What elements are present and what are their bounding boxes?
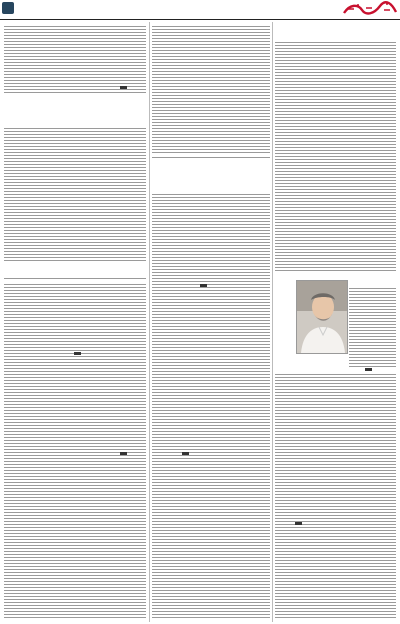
column-divider — [149, 22, 150, 622]
masthead-left — [2, 2, 17, 14]
story-marker — [200, 284, 207, 287]
article-text-block — [4, 282, 146, 618]
article-text-block — [152, 192, 270, 618]
column-divider — [272, 22, 273, 622]
article-text-block — [349, 286, 396, 368]
story-marker — [74, 352, 81, 355]
article-text-block — [4, 126, 146, 262]
article-text-block — [152, 24, 270, 154]
center-column — [152, 22, 270, 622]
masthead — [0, 0, 400, 20]
section-rule — [152, 157, 270, 158]
story-marker — [182, 452, 189, 455]
article-text-block — [275, 40, 396, 272]
article-text-block — [275, 372, 396, 618]
masthead-rule — [0, 19, 400, 20]
story-marker — [120, 452, 127, 455]
section-rule — [4, 278, 146, 279]
newspaper-logo-icon — [340, 0, 400, 18]
rahul-gandhi-photo — [296, 280, 348, 354]
page-number — [2, 2, 14, 14]
story-marker — [295, 522, 302, 525]
left-column — [4, 22, 146, 622]
article-text-block — [4, 24, 146, 94]
story-marker — [120, 86, 127, 89]
story-marker — [365, 368, 372, 371]
